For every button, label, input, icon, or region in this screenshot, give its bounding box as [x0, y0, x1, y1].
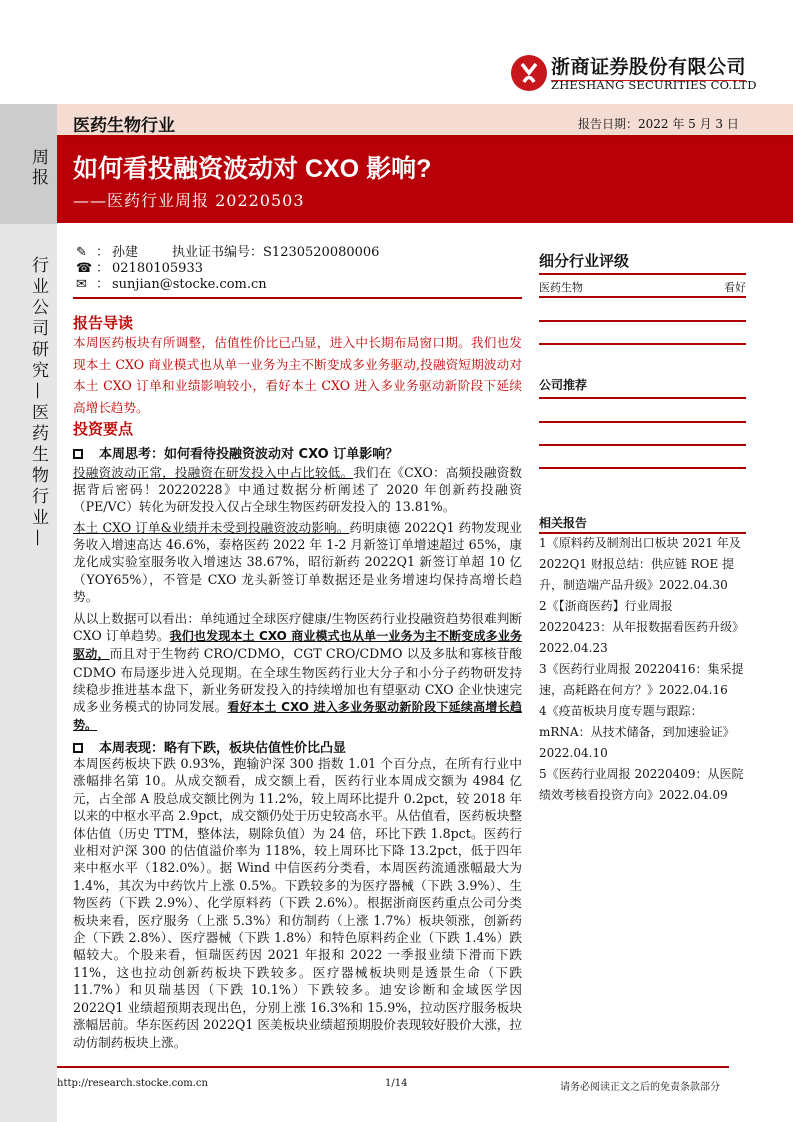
rating-heading: 细分行业评级 — [539, 253, 630, 270]
related-heading: 相关报告 — [539, 516, 588, 530]
divider — [539, 273, 746, 275]
related-report-item[interactable]: 5《医药行业周报 20220409：从医院绩效考核看投资方向》2022.04.09 — [539, 767, 744, 802]
phone-icon: ☎ — [76, 261, 93, 276]
page-number: 1/14 — [385, 1078, 408, 1089]
section-heading-1: 本周思考：如何看待投融资波动对 CXO 订单影响？ — [73, 443, 398, 462]
divider — [539, 444, 746, 446]
sidebar-label: 行业公司研究—医药生物行业— — [28, 256, 48, 550]
summary-text: 本周医药板块有所调整，估值性价比已凸显，进入中长期布局窗口期。我们也发现本土 CXO 商业模式也从单一业务为主不断变成多业务驱动,投融资短期波动对本土 CXO 订单和业绩影响较小，看好本土 CXO 进入多业务驱动新阶段下延续高增长趋势。 — [73, 335, 522, 415]
divider — [73, 297, 522, 299]
related-report-item[interactable]: 1《原料药及制剂出口板块 2021 年及 2022Q1 财报总结：供应链 ROE 提升，制造端产品升级》2022.04.30 — [539, 536, 741, 592]
recommend-heading: 公司推荐 — [539, 378, 588, 392]
page-title: 如何看投融资波动对 CXO 影响? — [73, 155, 432, 183]
license-number: S1230520080006 — [263, 245, 380, 260]
paragraph: 本周医药板块下跌 0.93%，跑输沪深 300 指数 1.01 个百分点，在所有行业中涨幅排名第 10。从成交额看，成交额上看，医药行业本周成交额为 4984 亿元，占全部 A 股总成交额比例为 11.2%，较上周环比提升 0.2pct，较 2018 年以来的中枢水平高 2.9pct，成交额仍处于历史较高水平。从估值看，医药板块整体估值（历史 TTM，整体法，剔除负值）为 24 倍，环比下跌 1.8pct。医药行业相对沪深 300 的估值溢价率为 118%，较上周环比下降 13.2pct，低于四年来中枢水平（182.0%）。据 Wind 中信医药分类看，本周医药流通涨幅最大为 1.4%，其次为中药饮片上涨 0.5%。下跌较多的为医疗器械（下跌 3.9%）、生物医药（下跌 2.9%）、化学原料药（下跌 2.6%）。根据浙商医药重点公司分类板块来看，医疗服务（上涨 5.3%）和仿制药（上涨 1.7%）板块领涨，创新药企（下跌 2.8%）、医疗器械（下跌 1.8%）和特色原料药企业（下跌 1.4%）跌幅较大。个股来看，恒瑞医药因 2021 年报和 2022 一季报业绩下滑而下跌 11%，这也拉动创新药板块下跌较多。医疗器械板块则是透景生命（下跌 11.7%）和贝瑞基因（下跌 10.1%）下跌较多。迪安诊断和金域医学因 2022Q1 业绩超预期表现出色，分别上涨 16.3%和 15.9%，拉动医疗服务板块涨幅居前。华东医药因 2022Q1 医美板块业绩超预期股价表现较好股价大涨，拉动仿制药板块上涨。 — [73, 756, 522, 1050]
author-name: 孙建 — [112, 245, 139, 260]
company-name-cn: 浙商证券股份有限公司 — [551, 52, 746, 81]
paragraph: 投融资波动正常，投融资在研发投入中占比较低。我们在《CXO：高频投融资数据背后密码！20220228》中通过数据分析阐述了 2020 年创新药投融资（PE/VC）转化为研发投入仅占全球生物医药研发投入的 13.81%。 — [73, 465, 522, 515]
paragraph: 本土 CXO 订单&业绩并未受到投融资波动影响。药明康德 2022Q1 药物发现业务收入增速高达 46.6%，泰格医药 2022 年 1-2 月新签订单增速超过 65%，康龙化成实验室服务收入增速达 38.67%，昭衍新药 2022Q1 新签订单超 10 亿（YOY65%），不管是 CXO 龙头新签订单数据还是业务增速均保持高增长趋势。 — [73, 520, 522, 604]
license-label: 执业证书编号： — [172, 245, 264, 260]
divider — [539, 296, 746, 298]
divider — [539, 421, 746, 423]
related-report-item[interactable]: 4《疫苗板块月度专题与跟踪：mRNA：从技术储备，到加速验证》2022.04.10 — [539, 704, 735, 760]
section-heading-2: 本周表现：略有下跌，板块估值性价比凸显 — [73, 737, 346, 756]
email-link[interactable]: sunjian@stocke.com.cn — [112, 277, 267, 292]
paragraph: 从以上数据可以看出：单纯通过全球医疗健康/生物医药行业投融资趋势很难判断 CXO 订单趋势。我们也发现本土 CXO 商业模式也从单一业务为主不断变成多业务驱动，而且对于生物药 CRO/CDMO，CGT CRO/CDMO 以及多肽和寡核苷酸 CDMO 布局逐步进入兑现期。在全球生物医药行业大分子和小分子药物研发持续稳步推进基本盘下，新业务研发投入的持续增加也有望驱动 CXO 企业快速完成多业务模式的协同发展。看好本土 CXO 进入多业务驱动新阶段下延续高增长趋势。 — [73, 611, 522, 733]
pen-icon: ✎ — [76, 245, 87, 260]
contact-block — [76, 245, 379, 293]
page-subtitle: ——医药行业周报 20220503 — [73, 191, 305, 210]
phone-number: 02180105933 — [112, 261, 203, 276]
divider — [539, 467, 746, 469]
author-row: ✎ ： 孙建 执业证书编号：S1230520080006 — [76, 245, 380, 260]
key-points-heading: 投资要点 — [73, 421, 134, 438]
mail-icon: ✉ — [76, 277, 87, 292]
summary-heading: 报告导读 — [73, 315, 134, 332]
footer-disclaimer: 请务必阅读正文之后的免责条款部分 — [560, 1082, 720, 1093]
related-list — [539, 533, 748, 806]
divider — [539, 320, 746, 322]
report-date: 报告日期：2022 年 5 月 3 日 — [578, 117, 739, 131]
company-logo — [511, 55, 547, 91]
logo-mark-icon — [511, 55, 547, 91]
company-name-en: ZHESHANG SECURITIES CO.LTD — [551, 78, 757, 92]
footer-url[interactable]: http://research.stocke.com.cn — [57, 1078, 208, 1089]
rating-row — [539, 279, 746, 295]
related-report-item[interactable]: 3《医药行业周报 20220416：集采提速，高耗路在何方？》2022.04.16 — [539, 662, 744, 697]
related-report-item[interactable]: 2《【浙商医药】行业周报 20220423：从年报数据看医药升级》2022.04.23 — [539, 599, 745, 655]
checkbox-bullet-icon — [73, 743, 83, 753]
rating-sector: 医药生物 — [539, 281, 583, 294]
checkbox-bullet-icon — [73, 449, 83, 459]
footer-divider — [57, 1066, 729, 1068]
industry-label: 医药生物行业 — [73, 116, 175, 135]
divider — [539, 397, 746, 399]
email-row: ✉ ： sunjian@stocke.com.cn — [76, 277, 267, 292]
divider — [539, 343, 746, 345]
rating-value: 看好 — [724, 281, 746, 294]
phone-row: ☎ ： 02180105933 — [76, 261, 203, 276]
report-type-vertical: 周报 — [28, 148, 48, 188]
